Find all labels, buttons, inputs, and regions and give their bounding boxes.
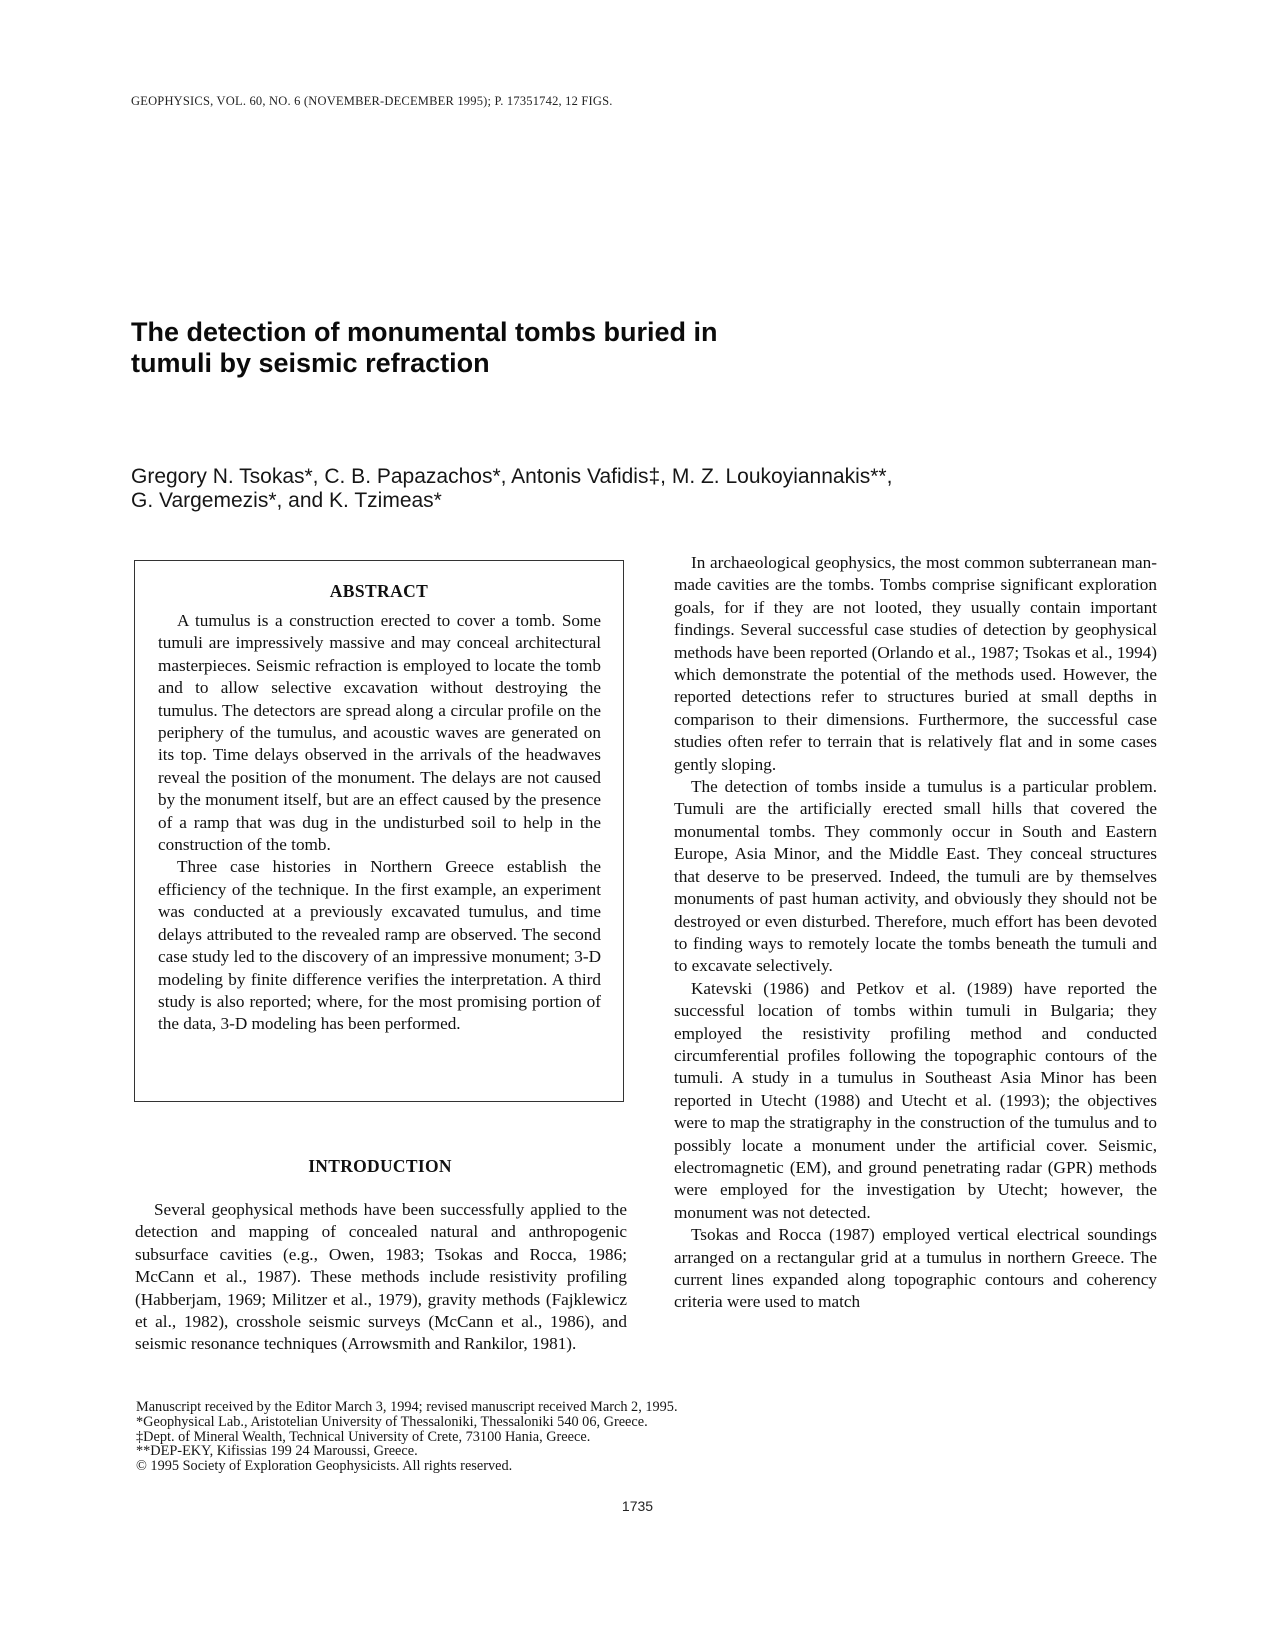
introduction-heading: INTRODUCTION bbox=[308, 1156, 452, 1176]
title-line-2: tumuli by seismic refraction bbox=[131, 348, 490, 378]
abstract-body bbox=[158, 610, 601, 1036]
affiliation-note: ‡Dept. of Mineral Wealth, Technical University of Crete, 73100 Hania, Greece. bbox=[136, 1428, 591, 1445]
body-paragraph: Katevski (1986) and Petkov et al. (1989) have reported the successful location of tombs within tumuli in Bulgaria; they employed the resistivity profiling method and conducted circumferential profiles following the topographic contours of the tumuli. A study in a tumulus in Southeast Asia Minor has been reported in Utecht (1988) and Utecht et al. (1993); the objectives were to map the stratigraphy in the construction of the tumulus and to possibly locate a monument under the artificial cover. Seismic, electromagnetic (EM), and ground penetrating radar (GPR) methods were employed for the investigation by Utecht; however, the monument was not detected. bbox=[674, 978, 1157, 1222]
author-list bbox=[131, 465, 1131, 513]
abstract-heading: ABSTRACT bbox=[329, 581, 429, 601]
copyright-note: © 1995 Society of Exploration Geophysicists. All rights reserved. bbox=[136, 1458, 513, 1475]
affiliation-note: **DEP-EKY, Kifissias 199 24 Maroussi, Greece. bbox=[136, 1443, 418, 1460]
authors-line-1: Gregory N. Tsokas*, C. B. Papazachos*, Antonis Vafidis‡, M. Z. Loukoyiannakis**, bbox=[131, 465, 893, 488]
introduction-body bbox=[135, 1199, 627, 1356]
body-paragraph: The detection of tombs inside a tumulus is a particular problem. Tumuli are the artificially erected small hills that covered the monumental tombs. They commonly occur in South and Eastern Europe, Asia Minor, and the Middle East. They conceal structures that deserve to be preserved. Indeed, the tumuli are by themselves monuments of past human activity, and obviously they should not be destroyed or even disturbed. Therefore, much effort has been devoted to finding ways to remotely locate the tombs beneath the tumuli and to excavate selectively. bbox=[674, 777, 1157, 976]
running-head: GEOPHYSICS, VOL. 60, NO. 6 (NOVEMBER-DECEMBER 1995); P. 17351742, 12 FIGS. bbox=[131, 94, 613, 108]
right-column-body bbox=[674, 552, 1157, 1314]
body-paragraph: Tsokas and Rocca (1987) employed vertical electrical soundings arranged on a rectangular grid at a tumulus in northern Greece. The current lines expanded along topographic contours and coherency criteria were used to match bbox=[674, 1225, 1157, 1312]
authors-line-2: G. Vargemezis*, and K. Tzimeas* bbox=[131, 489, 442, 512]
abstract-paragraph: A tumulus is a construction erected to cover a tomb. Some tumuli are impressively massive and may conceal architectural masterpieces. Seismic refraction is employed to locate the tomb and to allow selective excavation without destroying the tumulus. The detectors are spread along a circular profile on the periphery of the tumulus, and acoustic waves are generated on its top. Time delays observed in the arrivals of the headwaves reveal the position of the monument. The delays are not caused by the monument itself, but are an effect caused by the presence of a ramp that was dug in the undisturbed soil to help in the construction of the tomb. bbox=[158, 611, 601, 855]
footnotes bbox=[136, 1400, 936, 1474]
abstract-paragraph: Three case histories in Northern Greece establish the efficiency of the technique. In the first example, an experiment was conducted at a previously excavated tumulus, and time delays attributed to the revealed ramp are observed. The second case study led to the discovery of an impressive monument; 3-D modeling by finite difference verifies the interpretation. A third study is also reported; where, for the most promising portion of the data, 3-D modeling has been performed. bbox=[158, 857, 601, 1034]
paper-title bbox=[131, 317, 891, 379]
manuscript-received-note: Manuscript received by the Editor March 3, 1994; revised manuscript received March 2, 1995. bbox=[136, 1399, 678, 1415]
introduction-paragraph: Several geophysical methods have been successfully applied to the detection and mapping of concealed natural and anthropogenic subsurface cavities (e.g., Owen, 1983; Tsokas and Rocca, 1986; McCann et al., 1987). These methods include resistivity profiling (Habberjam, 1969; Militzer et al., 1979), gravity methods (Fajklewicz et al., 1982), crosshole seismic surveys (McCann et al., 1986), and seismic resonance techniques (Arrowsmith and Rankilor, 1981). bbox=[135, 1200, 627, 1354]
body-paragraph: In archaeological geophysics, the most common subterranean man-made cavities are the tombs. Tombs comprise significant exploration goals, for if they are not looted, they usually contain important findings. Several successful case studies of detection by geophysical methods have been reported (Orlando et al., 1987; Tsokas et al., 1994) which demonstrate the potential of the methods used. However, the reported detections refer to structures buried at small depths in comparison to their dimensions. Furthermore, the successful case studies often refer to terrain that is relatively flat and in some cases gently sloping. bbox=[674, 553, 1157, 774]
affiliation-note: *Geophysical Lab., Aristotelian University of Thessaloniki, Thessaloniki 540 06, Greece. bbox=[136, 1413, 648, 1430]
abstract-box bbox=[134, 560, 624, 1102]
page-number: 1735 bbox=[621, 1498, 654, 1514]
title-line-1: The detection of monumental tombs buried in bbox=[131, 317, 718, 347]
